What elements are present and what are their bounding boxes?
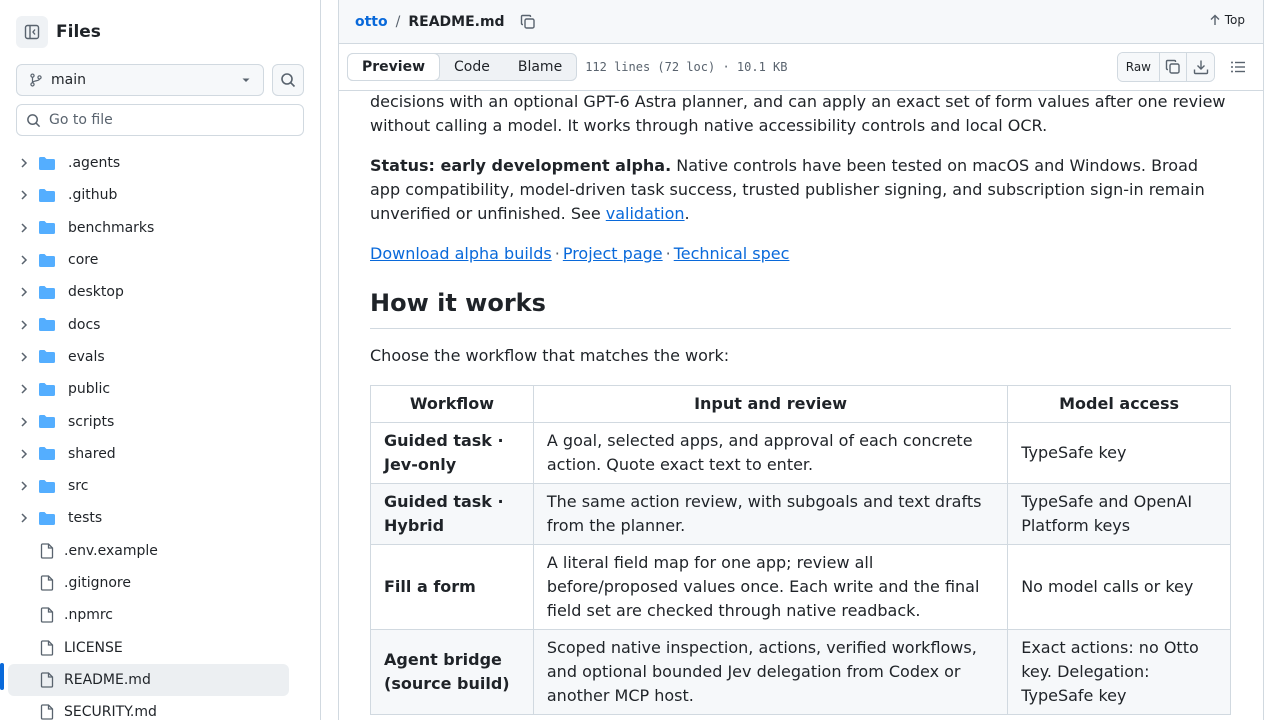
tree-file-dot-npmrc[interactable] (8, 599, 289, 631)
validation-link[interactable]: validation (605, 204, 685, 223)
table-header-row (371, 386, 1231, 423)
file-header (339, 0, 1263, 44)
branch-selector[interactable] (16, 64, 264, 96)
table-header: Input and review (533, 386, 1007, 423)
folder-icon (38, 510, 58, 526)
file-toolbar (339, 44, 1263, 91)
section-lead: Choose the workflow that matches the work: (370, 346, 730, 365)
tree-item-label: desktop (68, 284, 124, 301)
caret-down-icon (241, 75, 251, 85)
copy-icon (1165, 59, 1181, 75)
table-row (371, 630, 1231, 715)
tab-preview[interactable]: Preview (347, 53, 440, 81)
tree-item-label: .env.example (64, 542, 158, 559)
folder-icon (38, 187, 58, 203)
chevron-right-icon[interactable] (16, 220, 32, 236)
tree-item-label: README.md (64, 671, 151, 688)
table-header: Model access (1008, 386, 1231, 423)
tab-code[interactable]: Code (454, 59, 490, 75)
status-text: Native controls have been tested on macOS and Windows. Broad app compatibility, model-driven task success, trusted publisher signing, and subscription sign-in remain unverified or unfinished. See (370, 156, 1205, 223)
tree-item-label: evals (68, 348, 105, 365)
tree-item-label: benchmarks (68, 219, 155, 236)
link-separator: · (665, 244, 671, 263)
view-mode-tabs (347, 53, 577, 81)
table-header: Workflow (371, 386, 534, 423)
breadcrumb-separator: / (395, 13, 401, 30)
file-icon (40, 640, 56, 656)
tree-item-label: public (68, 381, 111, 398)
tree-item-label: scripts (68, 413, 115, 430)
workflow-cell: Agent bridge (source build) (371, 630, 534, 715)
table-row (371, 545, 1231, 630)
branch-name: main (51, 72, 86, 88)
folder-icon (38, 317, 58, 333)
download-button[interactable] (1187, 53, 1214, 81)
collapse-sidebar-button[interactable] (16, 16, 48, 48)
chevron-right-icon[interactable] (16, 349, 32, 365)
status-paragraph (370, 154, 1231, 226)
tree-folder-desktop[interactable] (8, 276, 289, 308)
intro-paragraph: decisions with an optional GPT-6 Astra planner, and can apply an exact set of form values after one review without calling a model. It works through native accessibility controls and local OCR. (370, 92, 1226, 135)
status-label: Status: early development alpha. (370, 156, 672, 175)
tree-item-label: shared (68, 445, 116, 462)
download-icon (1193, 59, 1209, 75)
tree-file-dot-env-example[interactable] (8, 535, 289, 567)
workflow-cell: Fill a form (371, 545, 534, 630)
chevron-right-icon[interactable] (16, 187, 32, 203)
folder-icon (38, 155, 58, 171)
file-actions (1117, 52, 1253, 82)
tree-item-label: core (68, 252, 99, 269)
raw-button[interactable]: Raw (1118, 53, 1160, 81)
tree-file-SECURITY-md[interactable] (8, 696, 289, 720)
search-files-button[interactable] (272, 64, 304, 96)
project-page-link[interactable]: Project page (562, 244, 663, 263)
folder-icon (38, 381, 58, 397)
tree-file-README-md[interactable] (8, 664, 289, 696)
breadcrumb-repo-link[interactable]: otto (355, 13, 388, 30)
git-branch-icon (29, 73, 43, 87)
tree-item-label: .npmrc (64, 607, 113, 624)
tree-folder-tests[interactable] (8, 502, 289, 534)
table-row (371, 423, 1231, 484)
top-label: Top (1224, 13, 1245, 27)
sidebar-header (16, 16, 101, 48)
chevron-right-icon[interactable] (16, 478, 32, 494)
tree-folder-docs[interactable] (8, 308, 289, 340)
chevron-right-icon[interactable] (16, 252, 32, 268)
tab-blame[interactable]: Blame (517, 59, 563, 75)
tree-folder-dot-agents[interactable] (8, 147, 289, 179)
folder-icon (38, 252, 58, 268)
sidebar-title: Files (56, 22, 101, 42)
copy-raw-button[interactable] (1160, 53, 1187, 81)
go-to-file-input[interactable] (49, 112, 289, 128)
link-separator: · (554, 244, 560, 263)
chevron-right-icon[interactable] (16, 510, 32, 526)
file-icon (40, 607, 56, 623)
outline-button[interactable] (1223, 52, 1253, 82)
tree-folder-evals[interactable] (8, 341, 289, 373)
tree-folder-shared[interactable] (8, 438, 289, 470)
input-cell: The same action review, with subgoals and text drafts from the planner. (533, 484, 1007, 545)
chevron-right-icon[interactable] (16, 317, 32, 333)
copy-icon (520, 14, 536, 30)
file-tree (8, 147, 289, 720)
input-cell: A literal field map for one app; review all before/proposed values once. Each write and the final field set are checked through native readback. (533, 545, 1007, 630)
access-cell: TypeSafe key (1008, 423, 1231, 484)
file-sidebar (0, 0, 321, 720)
tree-file-dot-gitignore[interactable] (8, 567, 289, 599)
file-icon (40, 575, 56, 591)
tree-item-label: SECURITY.md (64, 704, 157, 720)
tree-item-label: tests (68, 510, 103, 527)
table-row (371, 484, 1231, 545)
chevron-right-icon[interactable] (16, 414, 32, 430)
tree-folder-public[interactable] (8, 373, 289, 405)
access-cell: No model calls or key (1008, 545, 1231, 630)
tree-folder-core[interactable] (8, 244, 289, 276)
download-alpha-link[interactable]: Download alpha builds (370, 244, 552, 263)
search-icon (280, 72, 296, 88)
arrow-up-icon (1209, 14, 1221, 26)
folder-icon (38, 478, 58, 494)
breadcrumb-file: README.md (408, 13, 505, 30)
tree-item-label: .agents (68, 155, 121, 172)
folder-icon (38, 284, 58, 300)
sidebar-collapse-icon (24, 24, 40, 40)
readme-links (370, 242, 789, 266)
file-icon (40, 672, 56, 688)
raw-actions-group (1117, 52, 1215, 82)
tree-file-LICENSE[interactable] (8, 631, 289, 663)
workflow-table (370, 385, 1231, 715)
file-icon (40, 543, 56, 559)
file-icon (40, 704, 56, 720)
section-heading: How it works (370, 288, 1231, 329)
search-icon (26, 113, 41, 128)
tree-folder-benchmarks[interactable] (8, 212, 289, 244)
folder-icon (38, 220, 58, 236)
top-button[interactable] (1209, 13, 1245, 27)
chevron-right-icon[interactable] (16, 155, 32, 171)
file-info: 112 lines (72 loc) · 10.1 KB (585, 60, 788, 74)
technical-spec-link[interactable]: Technical spec (673, 244, 790, 263)
go-to-file-field[interactable] (16, 104, 304, 136)
tree-folder-dot-github[interactable] (8, 179, 289, 211)
list-outline-icon (1230, 59, 1246, 75)
access-cell: Exact actions: no Otto key. Delegation: TypeSafe key (1008, 630, 1231, 715)
folder-icon (38, 446, 58, 462)
chevron-right-icon[interactable] (16, 284, 32, 300)
status-end: . (684, 204, 690, 223)
input-cell: A goal, selected apps, and approval of each concrete action. Quote exact text to enter. (533, 423, 1007, 484)
tree-folder-scripts[interactable] (8, 405, 289, 437)
tree-item-label: .gitignore (64, 575, 131, 591)
selected-indicator (0, 663, 4, 690)
tree-item-label: src (68, 478, 89, 495)
copy-path-button[interactable] (519, 13, 537, 31)
tree-item-label: LICENSE (64, 639, 123, 656)
tree-item-label: .github (68, 187, 118, 204)
tree-item-label: docs (68, 316, 101, 333)
input-cell: Scoped native inspection, actions, verified workflows, and optional bounded Jev delegation from Codex or another MCP host. (533, 630, 1007, 715)
folder-icon (38, 349, 58, 365)
tree-folder-src[interactable] (8, 470, 289, 502)
workflow-cell: Guided task · Hybrid (371, 484, 534, 545)
chevron-right-icon[interactable] (16, 446, 32, 462)
folder-icon (38, 414, 58, 430)
workflow-cell: Guided task · Jev-only (371, 423, 534, 484)
access-cell: TypeSafe and OpenAI Platform keys (1008, 484, 1231, 545)
chevron-right-icon[interactable] (16, 381, 32, 397)
